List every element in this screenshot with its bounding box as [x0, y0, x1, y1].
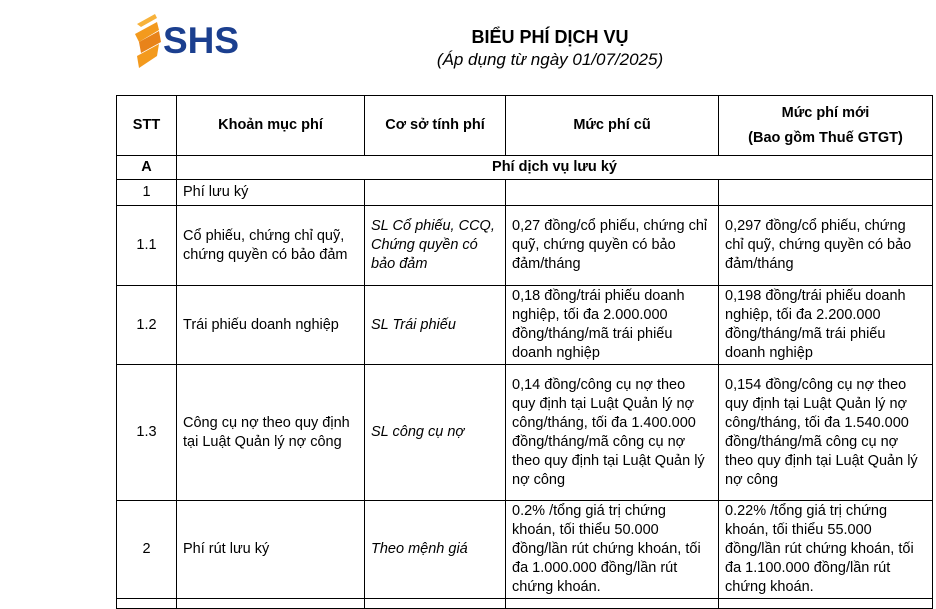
cut-cell [117, 599, 177, 609]
header-item: Khoản mục phí [177, 96, 365, 156]
table-row-cut [117, 599, 933, 609]
row-basis [365, 180, 506, 206]
row-old-fee: 0.2% /tổng giá trị chứng khoán, tối thiểu 50.000 đồng/lần rút chứng khoán, tối đa 1.000.000 đồng/lần rút chứng khoán. [506, 501, 719, 599]
header-new-fee-line2: (Bao gồm Thuế GTGT) [748, 129, 903, 146]
row-item: Phí lưu ký [177, 180, 365, 206]
row-item: Cổ phiếu, chứng chỉ quỹ, chứng quyền có bảo đảm [177, 206, 365, 286]
header-new-fee-line1: Mức phí mới [781, 104, 870, 121]
table-row [117, 180, 933, 206]
row-item: Công cụ nợ theo quy định tại Luật Quản lý nợ công [177, 365, 365, 501]
row-new-fee: 0,154 đồng/công cụ nợ theo quy định tại Luật Quản lý nợ công/tháng, tối đa 1.540.000 đồng/tháng/mã công cụ nợ theo quy định tại Luật Quản lý nợ công [719, 365, 933, 501]
row-basis: SL Trái phiếu [365, 286, 506, 365]
header-new-fee [719, 96, 933, 156]
table-row [117, 365, 933, 501]
row-stt: 1.1 [117, 206, 177, 286]
row-basis: SL Cổ phiếu, CCQ, Chứng quyền có bảo đảm [365, 206, 506, 286]
table-header-row [117, 96, 933, 156]
page-title: BIỂU PHÍ DỊCH VỤ [471, 27, 629, 47]
row-item: Trái phiếu doanh nghiệp [177, 286, 365, 365]
row-old-fee: 0,27 đồng/cổ phiếu, chứng chỉ quỹ, chứng quyền có bảo đảm/tháng [506, 206, 719, 286]
row-old-fee: 0,14 đồng/công cụ nợ theo quy định tại Luật Quản lý nợ công/tháng, tối đa 1.400.000 đồng/tháng/mã công cụ nợ theo quy định tại Luật Quản lý nợ công [506, 365, 719, 501]
row-basis: Theo mệnh giá [365, 501, 506, 599]
table-row [117, 286, 933, 365]
brand-name: SHS [163, 20, 240, 61]
row-basis: SL công cụ nợ [365, 365, 506, 501]
header-basis: Cơ sở tính phí [365, 96, 506, 156]
row-old-fee [506, 180, 719, 206]
header-stt: STT [117, 96, 177, 156]
row-new-fee: 0,198 đồng/trái phiếu doanh nghiệp, tối đa 2.200.000 đồng/tháng/mã trái phiếu doanh nghiệp [719, 286, 933, 365]
shs-logo-mark-icon [133, 12, 163, 72]
section-row [117, 156, 933, 180]
row-stt: 1.2 [117, 286, 177, 365]
fee-table [116, 95, 933, 609]
row-old-fee: 0,18 đồng/trái phiếu doanh nghiệp, tối đa 2.000.000 đồng/tháng/mã trái phiếu doanh nghiệp [506, 286, 719, 365]
table-row [117, 206, 933, 286]
cut-cell [506, 599, 719, 609]
row-stt: 2 [117, 501, 177, 599]
section-stt: A [117, 156, 177, 180]
cut-cell [365, 599, 506, 609]
cut-cell [719, 599, 933, 609]
table-row [117, 501, 933, 599]
page-subtitle: (Áp dụng từ ngày 01/07/2025) [436, 50, 664, 69]
header-old-fee: Mức phí cũ [506, 96, 719, 156]
row-stt: 1 [117, 180, 177, 206]
row-item: Phí rút lưu ký [177, 501, 365, 599]
row-new-fee [719, 180, 933, 206]
row-stt: 1.3 [117, 365, 177, 501]
cut-cell [177, 599, 365, 609]
section-label: Phí dịch vụ lưu ký [177, 156, 933, 180]
row-new-fee: 0,297 đồng/cổ phiếu, chứng chỉ quỹ, chứng quyền có bảo đảm/tháng [719, 206, 933, 286]
row-new-fee: 0.22% /tổng giá trị chứng khoán, tối thiểu 55.000 đồng/lần rút chứng khoán, tối đa 1.100.000 đồng/lần rút chứng khoán. [719, 501, 933, 599]
